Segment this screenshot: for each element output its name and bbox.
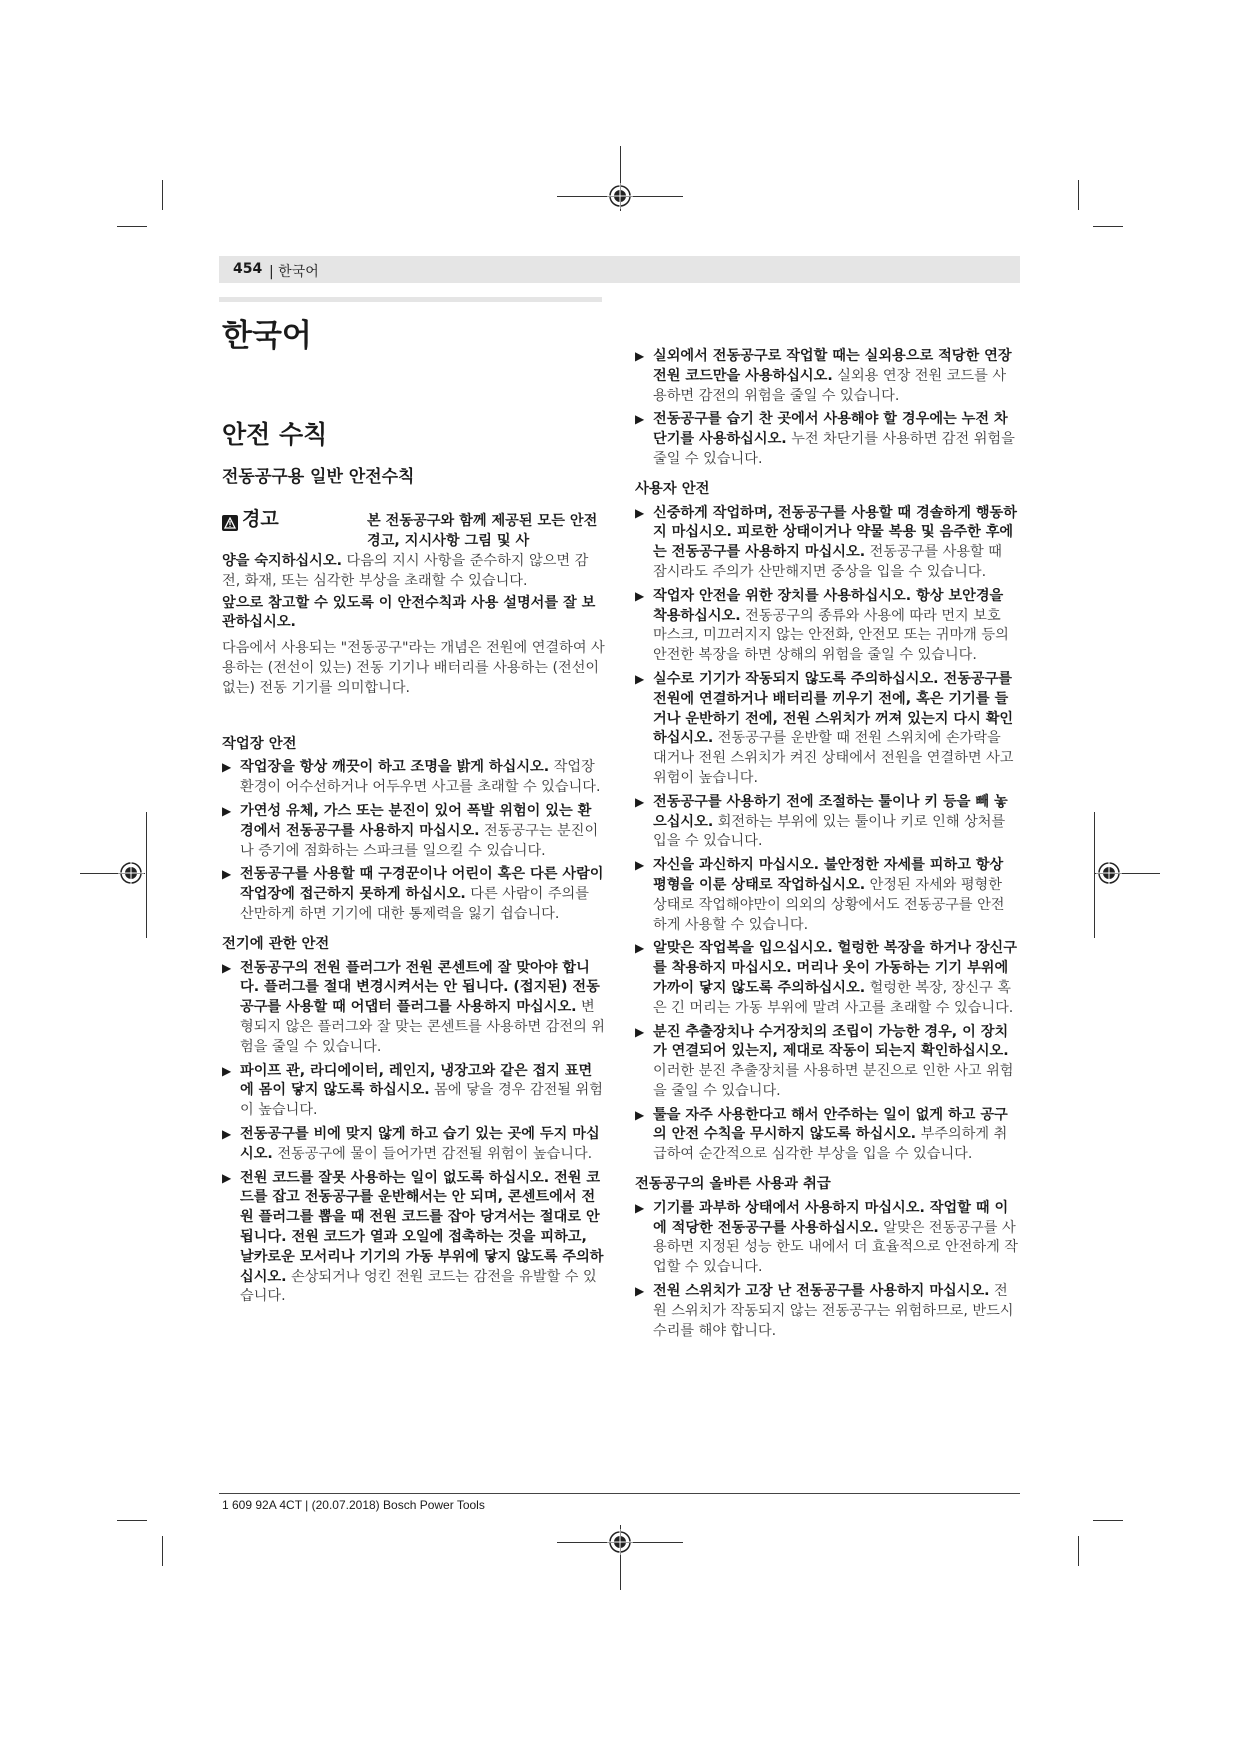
keep-notice: 앞으로 참고할 수 있도록 이 안전수칙과 사용 설명서를 잘 보관하십시오. [222, 594, 596, 631]
list-item: ▶ 전동공구의 전원 플러그가 전원 콘센트에 잘 맞아야 합니다. 플러그를 절대 변경시켜서는 안 됩니다. (접지된) 전동공구를 사용할 때 어댑터 플러그를 사용하지 마십시오. 변형되지 않은 플러그와 잘 맞는 콘센트를 사용하면 감전의 위험을 줄일 수 있습니다. [222, 959, 606, 1055]
warning-text: 양을 숙지하십시오. 다음의 지시 사항을 준수하지 않으면 감전, 화재, 또는 심각한 부상을 초래할 수 있습니다. [222, 553, 589, 589]
list-item: ▶ 기기를 과부하 상태에서 사용하지 마십시오. 작업할 때 이에 적당한 전동공구를 사용하십시오. 알맞은 전동공구를 사용하면 지정된 성능 한도 내에서 더 효율적으로 안전하게 작업할 수 있습니다. [635, 1199, 1019, 1276]
bullet-arrow-icon: ▶ [635, 412, 645, 427]
title-rule [219, 297, 602, 302]
header-language: | 한국어 [269, 264, 319, 280]
crop-mark [162, 1536, 163, 1566]
bullet-arrow-icon: ▶ [635, 349, 645, 363]
warning-block [222, 508, 605, 552]
bullet-arrow-icon: ▶ [635, 1284, 645, 1299]
crop-mark [1093, 226, 1123, 227]
section-heading: 사용자 안전 [635, 480, 710, 497]
registration-target-icon [605, 1527, 635, 1557]
list-item: ▶ 신중하게 작업하며, 전동공구를 사용할 때 경솔하게 행동하지 마십시오. 피로한 상태이거나 약물 복용 및 음주한 후에는 전동공구를 사용하지 마십시오. 전동공구를 사용할 때 잠시라도 주의가 산만해지면 중상을 입을 수 있습니다. [635, 504, 1017, 580]
footer-rule [219, 1493, 1020, 1494]
section-title: 안전 수칙 [222, 420, 328, 449]
section-heading: 작업장 안전 [222, 735, 297, 752]
list-item: ▶ 작업장을 항상 깨끗이 하고 조명을 밝게 하십시오. 작업장 환경이 어수선하거나 어두우면 사고를 초래할 수 있습니다. [222, 759, 601, 796]
list-item: ▶ 가연성 유체, 가스 또는 분진이 있어 폭발 위험이 있는 환경에서 전동공구를 사용하지 마십시오. 전동공구는 분진이나 증기에 점화하는 스파크를 일으킬 수 있습니다. [222, 802, 599, 859]
list-item: ▶ 툴을 자주 사용한다고 해서 안주하는 일이 없게 하고 공구의 안전 수칙을 무시하지 않도록 하십시오. 부주의하게 취급하여 순간적으로 심각한 부상을 입을 수 있습니다. [635, 1106, 1008, 1163]
section-heading: 전동공구의 올바른 사용과 취급 [635, 1176, 831, 1193]
bullet-arrow-icon: ▶ [222, 1126, 232, 1141]
bullet-arrow-icon: ▶ [635, 1200, 645, 1215]
bullet-arrow-icon: ▶ [635, 671, 645, 686]
bullet-arrow-icon: ▶ [222, 960, 232, 975]
crop-mark [117, 226, 147, 227]
left-sections [222, 735, 605, 1308]
page-header [219, 256, 1020, 283]
bullet-arrow-icon: ▶ [635, 505, 645, 520]
list-item: ▶ 전원 코드를 잘못 사용하는 일이 없도록 하십시오. 전원 코드를 잡고 전동공구를 운반해서는 안 되며, 콘센트에서 전원 플러그를 뽑을 때 전원 코드를 잡아 당겨서는 절대로 안 됩니다. 전원 코드가 열과 오일에 접촉하는 것을 피하고, 날카로운 모서리나 기기의 가동 부위에 닿지 않도록 주의하십시오. 손상되거나 엉킨 전원 코드는 감전을 유발할 수 있습니다. [222, 1169, 604, 1305]
bullet-arrow-icon: ▶ [635, 1107, 645, 1122]
list-item: ▶ 파이프 관, 라디에이터, 레인지, 냉장고와 같은 접지 표면에 몸이 닿지 않도록 하십시오. 몸에 닿을 경우 감전될 위험이 높습니다. [222, 1062, 603, 1119]
bullet-arrow-icon: ▶ [222, 803, 232, 818]
crop-mark [1078, 180, 1079, 210]
list-item: ▶ 분진 추출장치나 수거장치의 조립이 가능한 경우, 이 장치가 연결되어 있는지, 제대로 작동이 되는지 확인하십시오. 이러한 분진 추출장치를 사용하면 분진으로 인한 사고 위험을 줄일 수 있습니다. [635, 1023, 1014, 1099]
registration-mark [146, 812, 147, 938]
list-item: ▶ 자신을 과신하지 마십시오. 불안정한 자세를 피하고 항상 평형을 이룬 상태로 작업하십시오. 안정된 자세와 평형한 상태로 작업해야만이 의외의 상황에서도 전동공구를 안전하게 사용할 수 있습니다. [635, 857, 1005, 933]
list-item: ▶ 실외에서 전동공구로 작업할 때는 실외용으로 적당한 연장 전원 코드만을 사용하십시오. 실외용 연장 전원 코드를 사용하면 감전의 위험을 줄일 수 있습니다. [635, 348, 1012, 404]
list-item: ▶ 실수로 기기가 작동되지 않도록 주의하십시오. 전동공구를 전원에 연결하거나 배터리를 끼우기 전에, 혹은 기기를 들거나 운반하기 전에, 전원 스위치가 꺼져 있는지 다시 확인하십시오. 전동공구를 운반할 때 전원 스위치에 손가락을 대거나 전원 스위치가 켜진 상태에서 전원을 연결하면 사고 위험이 높습니다. [635, 670, 1014, 786]
bullet-arrow-icon: ▶ [635, 794, 645, 809]
list-item: ▶ 알맞은 작업복을 입으십시오. 헐렁한 복장을 하거나 장신구를 착용하지 마십시오. 머리나 옷이 가동하는 기기 부위에 가까이 닿지 않도록 주의하십시오. 헐렁한 복장, 장신구 혹은 긴 머리는 가동 부위에 말려 사고를 초래할 수 있습니다. [635, 940, 1017, 1016]
crop-mark [1093, 1520, 1123, 1521]
bullet-arrow-icon: ▶ [635, 941, 645, 956]
page-number: 454 [233, 261, 263, 277]
list-item: ▶ 전동공구를 사용할 때 구경꾼이나 어린이 혹은 다른 사람이 작업장에 접근하지 못하게 하십시오. 다른 사람이 주의를 산만하게 하면 기기에 대한 통제력을 잃기 쉽습니다. [222, 866, 604, 922]
list-item: ▶ 전원 스위치가 고장 난 전동공구를 사용하지 마십시오. 전원 스위치가 작동되지 않는 전동공구는 위험하므로, 반드시 수리를 해야 합니다. [635, 1283, 1014, 1339]
definition-text: 다음에서 사용되는 "전동공구"라는 개념은 전원에 연결하여 사용하는 (전선이 있는) 전동 기기나 배터리를 사용하는 (전선이 없는) 전동 기기를 의미합니다. [222, 640, 605, 696]
bullet-arrow-icon: ▶ [222, 1170, 232, 1185]
list-item: ▶ 전동공구를 사용하기 전에 조절하는 툴이나 키 등을 빼 놓으십시오. 회전하는 부위에 있는 툴이나 키로 인해 상처를 입을 수 있습니다. [635, 793, 1008, 850]
left-column [222, 508, 606, 1307]
right-top-items [635, 347, 1018, 470]
right-column [635, 343, 1018, 1341]
list-item: ▶ 전동공구를 습기 찬 곳에서 사용해야 할 경우에는 누전 차단기를 사용하십시오. 누전 차단기를 사용하면 감전 위험을 줄일 수 있습니다. [635, 411, 1015, 467]
subsection-title: 전동공구용 일반 안전수칙 [222, 467, 415, 487]
warning-label: 경고 [242, 508, 279, 530]
crop-mark [1078, 1536, 1079, 1566]
registration-target-icon [116, 858, 146, 888]
footer: 1 609 92A 4CT | (20.07.2018) Bosch Power Tools [222, 1498, 485, 1512]
registration-target-icon [605, 181, 635, 211]
crop-mark [162, 180, 163, 210]
warning-heading: 본 전동공구와 함께 제공된 모든 안전경고, 지시사항 그림 및 사 [367, 513, 598, 549]
warning-triangle-icon [222, 515, 238, 531]
bullet-arrow-icon: ▶ [635, 588, 645, 603]
bullet-arrow-icon: ▶ [635, 858, 645, 873]
bullet-arrow-icon: ▶ [222, 867, 232, 882]
list-item: ▶ 전동공구를 비에 맞지 않게 하고 습기 있는 곳에 두지 마십시오. 전동공구에 물이 들어가면 감전될 위험이 높습니다. [222, 1125, 600, 1162]
registration-target-icon [1094, 858, 1124, 888]
bullet-arrow-icon: ▶ [222, 760, 232, 775]
list-item: ▶ 작업자 안전을 위한 장치를 사용하십시오. 항상 보안경을 착용하십시오. 전동공구의 종류와 사용에 따라 먼지 보호 마스크, 미끄러지지 않는 안전화, 안전모 또는 귀마개 등의 안전한 복장을 하면 상해의 위험을 줄일 수 있습니다. [635, 587, 1009, 664]
crop-mark [117, 1520, 147, 1521]
section-heading: 전기에 관한 안전 [222, 935, 330, 952]
page-title: 한국어 [222, 318, 312, 354]
right-sections [635, 480, 1018, 1342]
bullet-arrow-icon: ▶ [222, 1063, 232, 1078]
bullet-arrow-icon: ▶ [635, 1024, 645, 1039]
